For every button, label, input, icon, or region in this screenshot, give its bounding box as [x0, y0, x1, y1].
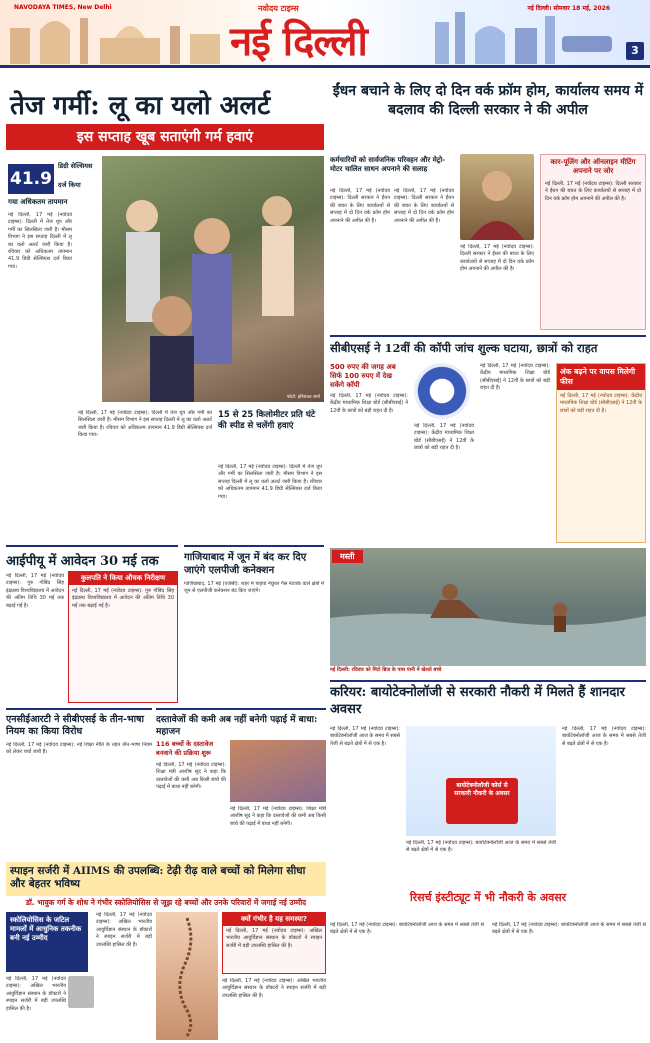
- logo-small: नवोदय टाइम्स: [258, 4, 299, 13]
- masthead: [0, 0, 650, 68]
- cbse-body-column-2: नई दिल्ली, 17 मई (नवोदय टाइम्स): केंद्रीय माध्यमिक शिक्षा बोर्ड (सीबीएसई) ने 12वीं के छात्रों को बड़ी राहत दी है।: [414, 423, 474, 452]
- heat-photo: [102, 156, 324, 402]
- masti-caption: नई दिल्ली: रविवार को मिंटो ब्रिज के पास पानी में खेलते बच्चे: [330, 667, 442, 673]
- vc-inspection-body: नई दिल्ली, 17 मई (नवोदय टाइम्स): गुरु गोबिंद सिंह इंद्रप्रस्थ विश्वविद्यालय में आवेदन की अंतिम तिथि 30 मई तक बढ़ाई गई है।: [72, 588, 174, 609]
- wfh-body-column-3: नई दिल्ली, 17 मई (नवोदय टाइम्स): दिल्ली सरकार ने ईंधन की बचत के लिए कार्यालयों से सप्ताह में दो दिन वर्क फ्रॉम होम अपनाने की अपील की है।: [460, 244, 534, 273]
- temp-value: 41.9: [8, 164, 54, 194]
- minister-photo: [460, 154, 534, 240]
- temp-caption: गया अधिकतम तापमान: [8, 198, 68, 206]
- career-body-column: नई दिल्ली, 17 मई (नवोदय टाइम्स): बायोटेक्नोलॉजी आज के समय में सबसे तेजी से बढ़ते क्षेत्रों में से एक है।: [330, 726, 400, 747]
- wind-headline: 15 से 25 किलोमीटर प्रति घंटे की स्पीड से चलेंगी हवाएं: [218, 410, 316, 431]
- fee-refund-title: अंक बढ़ने पर वापस मिलेगी फीस: [557, 364, 645, 390]
- ghaziabad-body: गाजियाबाद, 17 मई (एजेंसी): शहर में पाइप्ड नेचुरल गैस नेटवर्क वाले क्षेत्रों में जून से एलपीजी कनेक्शन बंद किए जाएंगे।: [184, 581, 324, 595]
- cbse-story: [330, 335, 646, 545]
- aiims-headline: स्पाइन सर्जरी में AIIMS की उपलब्धि: टेढ़ी रीढ़ वाले बच्चों को मिलेगा सीधा और बेहतर भविष्य: [10, 865, 306, 890]
- wfh-kicker: कर्मचारियों को सार्वजनिक परिवहन और मेट्रो-मोटर चालित साधन अपनाने की सलाह: [330, 156, 446, 173]
- heat-body-column-2: नई दिल्ली, 17 मई (नवोदय टाइम्स): दिल्ली में तेज धूप और गर्मी का सिलसिला जारी है। मौसम विभाग ने इस सप्ताह दिल्ली में लू का यलो अलर्ट जारी किया है। रविवार को अधिकतम तापमान 41.9 डिग्री सेल्सियस दर्ज किया गया।: [78, 410, 212, 439]
- cbse-logo-icon: [414, 363, 470, 419]
- fee-refund-box: [556, 363, 646, 543]
- career-lower: [330, 922, 646, 1040]
- documents-story: [156, 708, 326, 858]
- career-graphic: [406, 726, 556, 836]
- carpool-title: कार-पूलिंग और ऑनलाइन मीटिंग अपनाने पर जोर: [550, 158, 636, 175]
- career-sub: रिसर्च इंस्टीट्यूट में भी नौकरी के अवसर: [409, 891, 567, 904]
- wfh-story: [330, 80, 646, 330]
- photo-credit: फोटो: हरिशंकर शर्मा: [286, 395, 320, 400]
- career-graphic-label: बायोटेक्नोलॉजी कोर्स से सरकारी नौकरी के अवसर: [446, 778, 518, 824]
- person-portrait-icon: [460, 154, 534, 240]
- documents-body: नई दिल्ली, 17 मई (नवोदय टाइम्स): शिक्षा मंत्री आशीष सूद ने कहा कि दस्तावेजों की कमी अब किसी बच्चे की पढ़ाई में बाधा नहीं बनेगी।: [156, 762, 226, 791]
- career-lower-col: नई दिल्ली, 17 मई (नवोदय टाइम्स): बायोटेक्नोलॉजी आज के समय में सबसे तेजी से बढ़ते क्षेत्रों में से एक है।: [330, 922, 484, 936]
- aiims-body-col-2: नई दिल्ली, 17 मई (नवोदय टाइम्स): अखिल भारतीय आयुर्विज्ञान संस्थान के डॉक्टरों ने स्पाइन सर्जरी में बड़ी उपलब्धि हासिल की है।: [96, 912, 152, 948]
- scoliosis-box: स्कोलियोसिस के जटिल मामलों में आधुनिक तकनीक बनी नई उम्मीद: [6, 912, 88, 972]
- cbse-headline: सीबीएसई ने 12वीं की कॉपी जांच शुल्क घटाया, छात्रों को राहत: [330, 341, 598, 355]
- why-serious-title: क्यों गंभीर है यह समस्या?: [223, 913, 325, 926]
- ipu-headline: आईपीयू में आवेदन 30 मई तक: [6, 554, 159, 569]
- temp-box: [8, 160, 96, 208]
- brand-line: NAVODAYA TIMES, New Delhi: [14, 4, 112, 11]
- ghaziabad-headline: गाजियाबाद में जून में बंद कर दिए जाएंगे एलपीजी कनेक्शन: [184, 552, 307, 576]
- kids-playing-water-icon: [330, 548, 646, 666]
- wfh-body-column-2: नई दिल्ली, 17 मई (नवोदय टाइम्स): दिल्ली सरकार ने ईंधन की बचत के लिए कार्यालयों से सप्ताह में दो दिन वर्क फ्रॉम होम अपनाने की अपील की है।: [394, 188, 454, 224]
- vc-inspection-title: कुलपति ने किया औचक निरीक्षण: [69, 572, 177, 585]
- city-skyline-icon: [430, 8, 620, 64]
- career-lower-col-2: नई दिल्ली, 17 मई (नवोदय टाइम्स): बायोटेक्नोलॉजी आज के समय में सबसे तेजी से बढ़ते क्षेत्रों में से एक है।: [492, 922, 646, 936]
- spine-icon: [156, 912, 218, 1040]
- wfh-body-column: नई दिल्ली, 17 मई (नवोदय टाइम्स): दिल्ली सरकार ने ईंधन की बचत के लिए कार्यालयों से सप्ताह में दो दिन वर्क फ्रॉम होम अपनाने की अपील की है।: [330, 188, 390, 224]
- aiims-sub: डॉ. भावुक गर्ग के शोध ने गंभीर स्कोलियोसिस से जूझ रहे बच्चों और उनके परिवारों में जगाई नई उम्मीद: [25, 898, 307, 907]
- career-headline: करियर: बायोटेक्नोलॉजी से सरकारी नौकरी में मिलते हैं शानदार अवसर: [330, 685, 625, 717]
- documents-headline: दस्तावेजों की कमी अब नहीं बनेगी पढ़ाई में बाधा: महाजन: [156, 715, 318, 737]
- wfh-headline: ईंधन बचाने के लिए दो दिन वर्क फ्रॉम होम, कार्यालय समय में बदलाव की दिल्ली सरकार ने की अपील: [332, 83, 644, 118]
- cbse-body-column: नई दिल्ली, 17 मई (नवोदय टाइम्स): केंद्रीय माध्यमिक शिक्षा बोर्ड (सीबीएसई) ने 12वीं के छात्रों को बड़ी राहत दी है।: [330, 393, 408, 414]
- ghaziabad-story: [184, 545, 324, 705]
- documents-photo: [230, 740, 326, 802]
- documents-kicker: 116 बच्चों के दस्तावेज बनवाने की प्रक्रिया शुरू: [156, 740, 214, 757]
- aiims-story: [6, 862, 326, 1042]
- doctor-photo: [68, 976, 94, 1008]
- heat-story: [6, 80, 324, 536]
- aiims-body-col-3: नई दिल्ली, 17 मई (नवोदय टाइम्स): अखिल भारतीय आयुर्विज्ञान संस्थान के डॉक्टरों ने स्पाइन सर्जरी में बड़ी उपलब्धि हासिल की है।: [222, 978, 326, 999]
- career-story: [330, 680, 646, 920]
- heat-subhead: इस सप्ताह खूब सताएंगी गर्म हवाएं: [6, 124, 324, 150]
- masti-photo: [330, 548, 646, 666]
- page-title: नई दिल्ली: [230, 18, 367, 65]
- documents-body-2: नई दिल्ली, 17 मई (नवोदय टाइम्स): शिक्षा मंत्री आशीष सूद ने कहा कि दस्तावेजों की कमी अब किसी बच्चे की पढ़ाई में बाधा नहीं बनेगी।: [230, 806, 326, 827]
- ipu-story: [6, 545, 178, 705]
- aiims-header: [6, 862, 326, 896]
- cbse-kicker: 500 रुपए की जगह अब सिर्फ 100 रुपए में देख सकेंगे कॉपी: [330, 363, 396, 389]
- crowd-image-icon: [102, 156, 324, 402]
- ncert-story: [6, 708, 152, 858]
- heat-body-column: [8, 212, 72, 530]
- why-serious-box: [222, 912, 326, 974]
- ncert-headline: एनसीईआरटी ने सीबीएसई के तीन-भाषा नियम का किया विरोध: [6, 714, 145, 737]
- spine-photo: [156, 912, 218, 1040]
- aiims-body-col: नई दिल्ली, 17 मई (नवोदय टाइम्स): अखिल भारतीय आयुर्विज्ञान संस्थान के डॉक्टरों ने स्पाइन सर्जरी में बड़ी उपलब्धि हासिल की है।: [6, 976, 66, 1012]
- heat-body-column-3: नई दिल्ली, 17 मई (नवोदय टाइम्स): दिल्ली में तेज धूप और गर्मी का सिलसिला जारी है। मौसम विभाग ने इस सप्ताह दिल्ली में लू का यलो अलर्ट जारी किया है। रविवार को अधिकतम तापमान 41.9 डिग्री सेल्सियस दर्ज किया गया।: [218, 464, 322, 500]
- ncert-body: नई दिल्ली, 17 मई (नवोदय टाइम्स): नई शिक्षा नीति के तहत तीन-भाषा नियम को लेकर चर्चा जारी है।: [6, 742, 152, 756]
- cbse-body-column-3: नई दिल्ली, 17 मई (नवोदय टाइम्स): केंद्रीय माध्यमिक शिक्षा बोर्ड (सीबीएसई) ने 12वीं के छात्रों को बड़ी राहत दी है।: [480, 363, 550, 392]
- monument-skyline-icon: [0, 8, 230, 64]
- career-body-column-3: नई दिल्ली, 17 मई (नवोदय टाइम्स): बायोटेक्नोलॉजी आज के समय में सबसे तेजी से बढ़ते क्षेत्रों में से एक है।: [562, 726, 646, 747]
- ipu-body-column: नई दिल्ली, 17 मई (नवोदय टाइम्स): गुरु गोबिंद सिंह इंद्रप्रस्थ विश्वविद्यालय में आवेदन की अंतिम तिथि 30 मई तक बढ़ाई गई है।: [6, 573, 64, 609]
- fee-refund-body: नई दिल्ली, 17 मई (नवोदय टाइम्स): केंद्रीय माध्यमिक शिक्षा बोर्ड (सीबीएसई) ने 12वीं के छात्रों को बड़ी राहत दी है।: [560, 393, 642, 414]
- temp-note: दर्ज किया: [58, 181, 81, 189]
- carpool-box: [540, 154, 646, 330]
- heat-headline: तेज गर्मी: लू का यलो अलर्ट: [10, 91, 271, 121]
- page-number: 3: [626, 42, 644, 60]
- heat-body: नई दिल्ली, 17 मई (नवोदय टाइम्स): दिल्ली में तेज धूप और गर्मी का सिलसिला जारी है। मौसम विभाग ने इस सप्ताह दिल्ली में लू का यलो अलर्ट जारी किया है। रविवार को अधिकतम तापमान 41.9 डिग्री सेल्सियस दर्ज किया गया।: [8, 212, 72, 270]
- masti-label: मस्ती: [332, 550, 363, 563]
- carpool-body: नई दिल्ली, 17 मई (नवोदय टाइम्स): दिल्ली सरकार ने ईंधन की बचत के लिए कार्यालयों से सप्ताह में दो दिन वर्क फ्रॉम होम अपनाने की अपील की है।: [545, 181, 641, 202]
- temp-unit: डिग्री सेल्सियस: [58, 162, 93, 170]
- why-serious-body: नई दिल्ली, 17 मई (नवोदय टाइम्स): अखिल भारतीय आयुर्विज्ञान संस्थान के डॉक्टरों ने स्पाइन सर्जरी में बड़ी उपलब्धि हासिल की है।: [226, 928, 322, 949]
- career-body-column-2: नई दिल्ली, 17 मई (नवोदय टाइम्स): बायोटेक्नोलॉजी आज के समय में सबसे तेजी से बढ़ते क्षेत्रों में से एक है।: [406, 840, 556, 854]
- vc-inspection-box: [68, 571, 178, 703]
- dateline: नई दिल्ली। सोमवार 18 मई, 2026: [527, 5, 610, 12]
